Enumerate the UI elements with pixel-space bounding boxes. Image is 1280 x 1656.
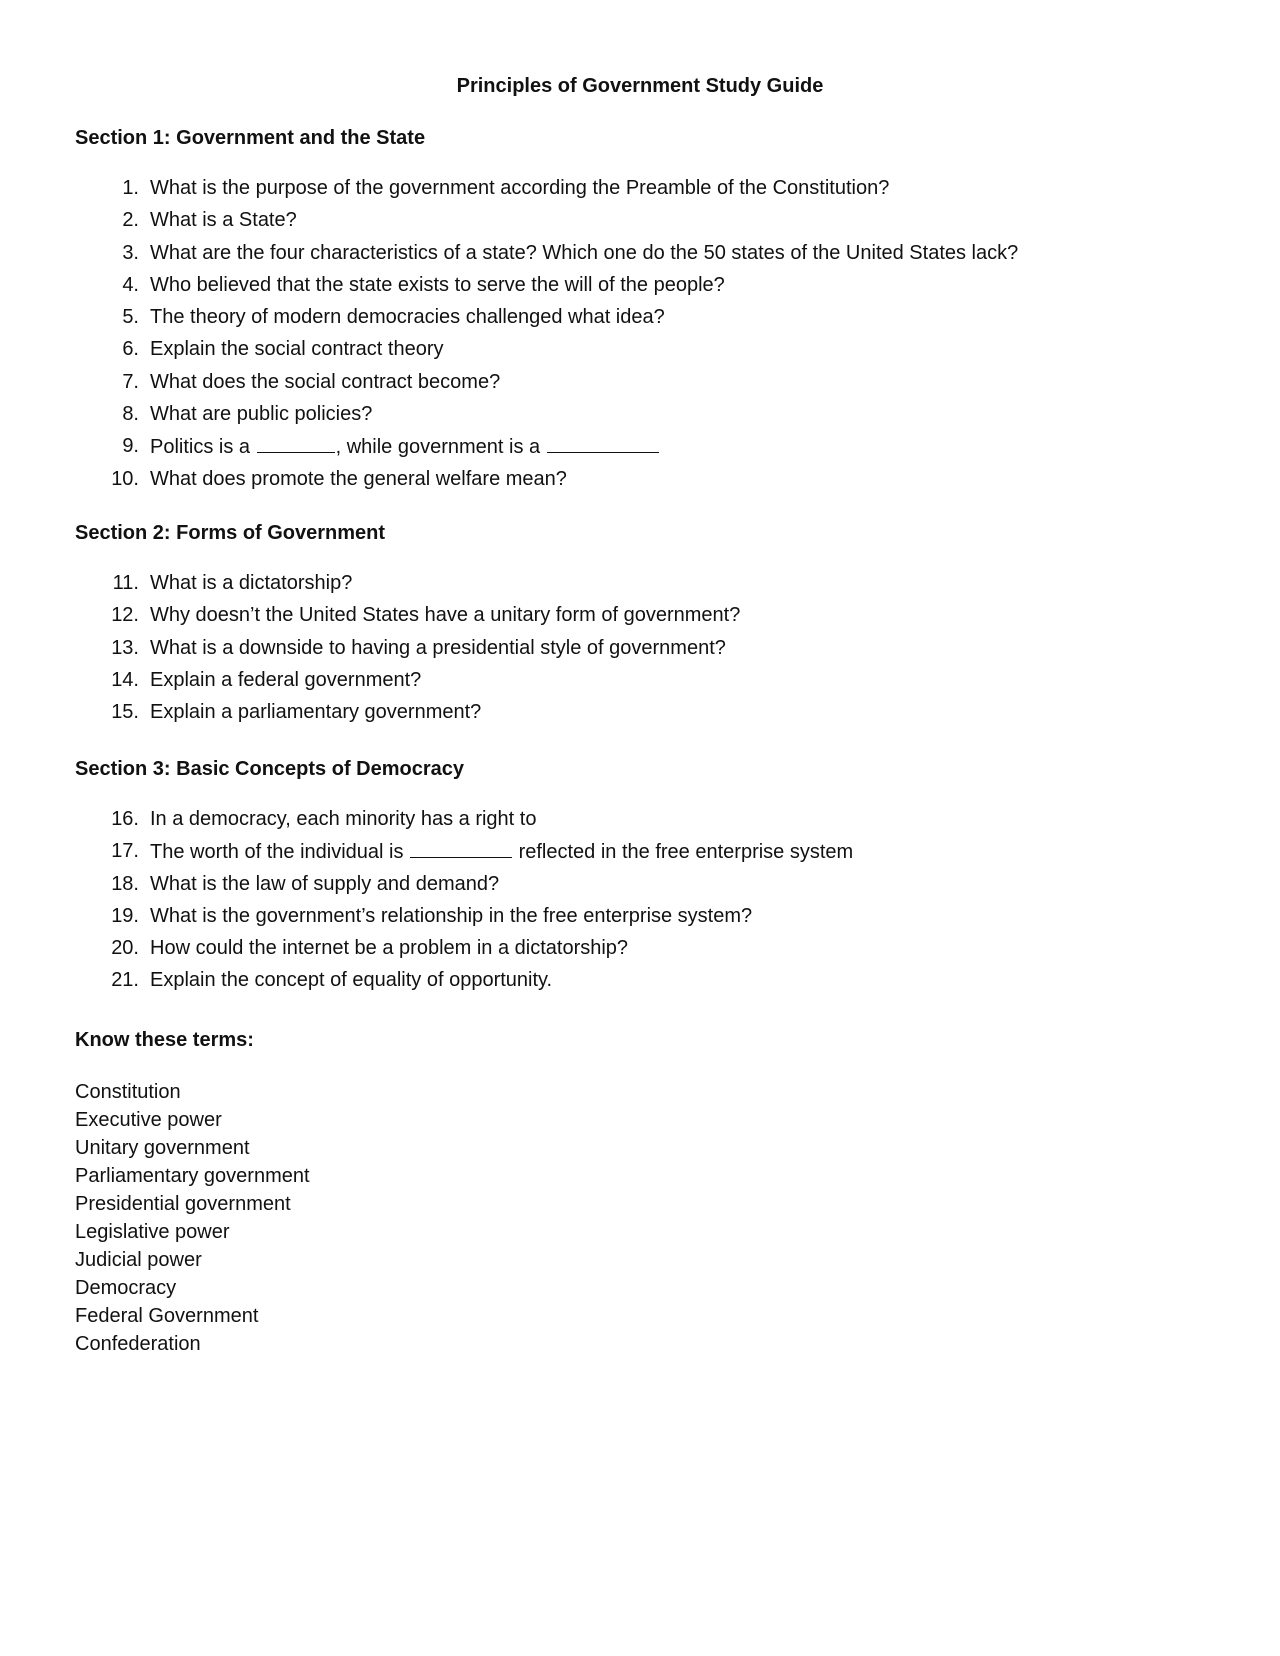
terms-heading: Know these terms: (75, 1029, 254, 1051)
question-item (110, 176, 1018, 208)
question-item (110, 968, 853, 1000)
question-item (110, 571, 740, 603)
question-text: Explain the concept of equality of opportunity. (150, 969, 553, 992)
term-item: Legislative power (75, 1221, 230, 1243)
question-number: 19. (111, 904, 139, 927)
term-item: Judicial power (75, 1249, 202, 1271)
question-text: How could the internet be a problem in a dictatorship? (150, 937, 629, 960)
question-text: Why doesn’t the United States have a unitary form of government? (150, 604, 741, 627)
question-item (110, 273, 1018, 305)
question-text: What is the purpose of the government according the Preamble of the Constitution? (150, 177, 890, 199)
fill-in-blank (547, 434, 659, 453)
terms-list (75, 1078, 310, 1358)
question-number: 11. (112, 572, 139, 594)
question-text: What does promote the general welfare mean? (150, 467, 567, 490)
question-item (110, 603, 740, 635)
section-3-question-list (110, 807, 853, 1001)
question-number: 5. (122, 306, 139, 329)
question-number: 12. (111, 604, 139, 627)
question-text: The theory of modern democracies challenged what idea? (150, 306, 665, 329)
question-number: 15. (111, 701, 139, 724)
question-item (110, 402, 1018, 434)
section-3-heading: Section 3: Basic Concepts of Democracy (75, 758, 465, 780)
term-item: Executive power (75, 1109, 222, 1131)
question-text: Explain a federal government? (150, 668, 422, 691)
question-text: What does the social contract become? (150, 370, 501, 393)
question-text (150, 434, 660, 466)
page-title: Principles of Government Study Guide (456, 75, 824, 97)
question-item (110, 807, 853, 839)
question-text: What is a State? (150, 209, 297, 232)
section-1-question-list (110, 176, 1018, 499)
question-text-part-b: reflected in the free enterprise system (518, 841, 854, 864)
question-text: Explain the social contract theory (150, 338, 444, 361)
term-item: Democracy (75, 1277, 177, 1299)
question-item (110, 370, 1018, 402)
question-text: What are the four characteristics of a state? Which one do the 50 states of the United States lack? (150, 241, 1019, 264)
section-1-heading: Section 1: Government and the State (75, 127, 426, 149)
question-text: What is the government’s relationship in the free enterprise system? (150, 904, 753, 927)
question-item (110, 337, 1018, 369)
question-text-part-b: , while government is a (335, 436, 541, 459)
question-text-part-a: Politics is a (150, 436, 251, 459)
question-item (110, 467, 1018, 499)
question-text: What is the law of supply and demand? (150, 872, 500, 895)
question-item (110, 636, 740, 668)
question-number: 13. (111, 636, 139, 659)
fill-in-blank (257, 434, 335, 453)
term-item: Unitary government (75, 1137, 250, 1159)
section-2-heading: Section 2: Forms of Government (75, 522, 386, 544)
question-item (110, 839, 853, 871)
question-item (110, 936, 853, 968)
question-number: 17. (111, 840, 139, 863)
question-text: What is a downside to having a presidential style of government? (150, 636, 726, 659)
question-item (110, 700, 740, 732)
question-number: 6. (122, 338, 139, 361)
term-item: Constitution (75, 1081, 181, 1103)
question-item (110, 434, 1018, 466)
question-number: 4. (122, 273, 139, 296)
question-item (110, 241, 1018, 273)
question-number: 14. (111, 668, 139, 691)
question-text (150, 839, 853, 871)
question-number: 20. (111, 937, 139, 960)
question-text: Who believed that the state exists to serve the will of the people? (150, 273, 725, 296)
question-number: 16. (111, 808, 139, 830)
question-item (110, 668, 740, 700)
question-item (110, 904, 853, 936)
question-number: 1. (122, 177, 139, 199)
term-item: Presidential government (75, 1193, 291, 1215)
question-item (110, 872, 853, 904)
question-number: 9. (122, 435, 139, 458)
question-text: In a democracy, each minority has a right to (150, 808, 537, 830)
question-number: 3. (122, 241, 139, 264)
question-number: 8. (122, 403, 139, 426)
question-text: What are public policies? (150, 403, 373, 426)
question-item (110, 208, 1018, 240)
term-item: Confederation (75, 1333, 201, 1355)
question-number: 10. (111, 467, 139, 490)
question-number: 18. (111, 872, 139, 895)
question-number: 2. (122, 209, 139, 232)
question-text-part-a: The worth of the individual is (150, 841, 404, 864)
term-item: Parliamentary government (75, 1165, 310, 1187)
question-number: 7. (122, 370, 139, 393)
fill-in-blank (410, 839, 512, 858)
question-text: Explain a parliamentary government? (150, 701, 482, 724)
term-item: Federal Government (75, 1305, 259, 1327)
question-number: 21. (111, 969, 139, 992)
section-2-question-list (110, 571, 740, 732)
question-item (110, 305, 1018, 337)
question-text: What is a dictatorship? (150, 572, 353, 594)
